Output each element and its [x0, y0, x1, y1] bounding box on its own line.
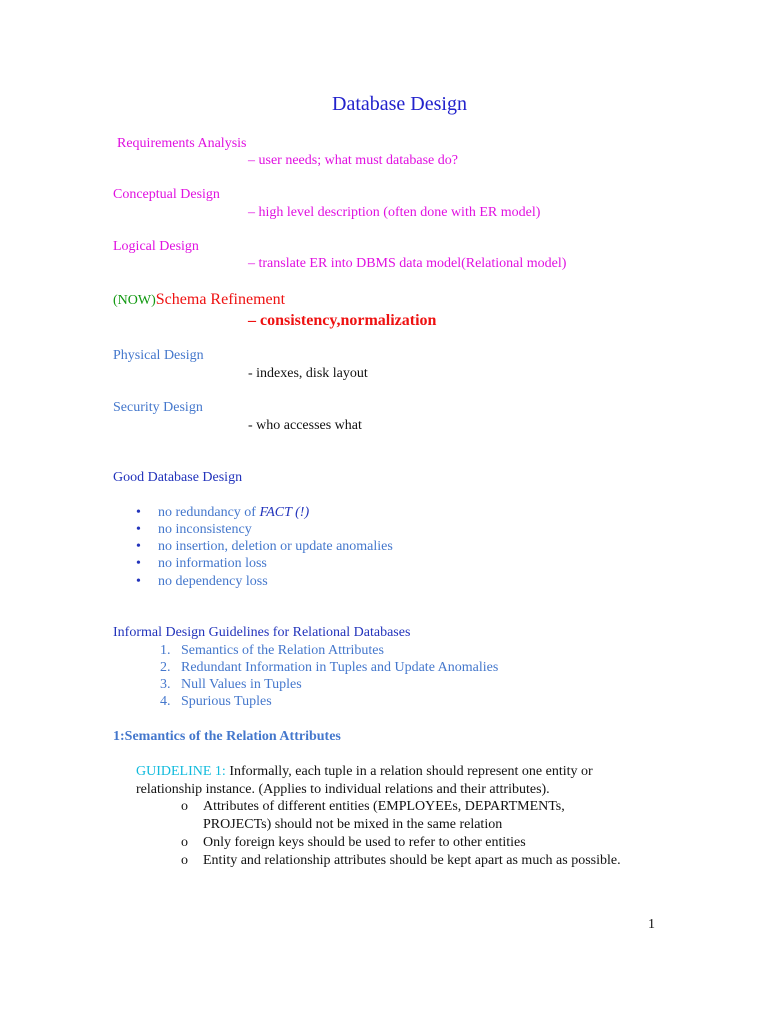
guideline-item: Redundant Information in Tuples and Update Anomalies: [181, 660, 499, 675]
bullet-icon: •: [136, 522, 141, 537]
sub-bullet-marker: o: [181, 853, 188, 868]
guideline-item: Null Values in Tuples: [181, 677, 302, 692]
guideline1-label: GUIDELINE 1:: [136, 764, 226, 779]
guideline-item: Semantics of the Relation Attributes: [181, 643, 384, 658]
page-title: Database Design: [332, 93, 467, 115]
sub-bullet-marker: o: [181, 835, 188, 850]
schema-refinement-label: Schema Refinement: [155, 291, 286, 308]
guideline1-text: Informally, each tuple in a relation should represent one entity or: [225, 764, 593, 779]
sub-bullet-marker: o: [181, 799, 188, 814]
bullet-icon: •: [136, 505, 141, 520]
requirements-analysis-label: Requirements Analysis: [117, 136, 247, 151]
guideline-number: 2.: [160, 660, 171, 675]
good-design-item: no insertion, deletion or update anomalies: [158, 539, 393, 554]
conceptual-design-label: Conceptual Design: [113, 187, 220, 202]
security-design-label: Security Design: [113, 400, 203, 415]
guideline-number: 3.: [160, 677, 171, 692]
now-marker: (NOW): [113, 293, 156, 308]
bullet-icon: •: [136, 574, 141, 589]
guidelines-heading: Informal Design Guidelines for Relational Databases: [113, 625, 411, 640]
fact-emphasis: FACT (!): [259, 505, 310, 520]
sub-bullet-item: Only foreign keys should be used to refer to other entities: [203, 835, 526, 850]
sub-bullet-item-cont: PROJECTs) should not be mixed in the same relation: [203, 817, 503, 832]
good-design-heading: Good Database Design: [113, 470, 243, 485]
physical-design-detail: - indexes, disk layout: [248, 366, 368, 381]
section1-heading: 1:Semantics of the Relation Attributes: [113, 729, 341, 744]
guideline-number: 4.: [160, 694, 171, 709]
guideline-item: Spurious Tuples: [181, 694, 272, 709]
security-design-detail: - who accesses what: [248, 418, 362, 433]
sub-bullet-item: Attributes of different entities (EMPLOYEEs, DEPARTMENTs,: [203, 799, 565, 814]
logical-design-detail: – translate ER into DBMS data model(Relational model): [248, 256, 567, 271]
schema-refinement-line: [113, 292, 285, 308]
sub-bullet-item: Entity and relationship attributes should be kept apart as much as possible.: [203, 853, 621, 868]
good-design-item: no inconsistency: [158, 522, 252, 537]
good-design-item: no dependency loss: [158, 574, 268, 589]
physical-design-label: Physical Design: [113, 348, 204, 363]
good-design-item-text: no redundancy of: [158, 505, 260, 520]
guideline-number: 1.: [160, 643, 171, 658]
guideline1-line2: relationship instance. (Applies to individual relations and their attributes).: [136, 782, 550, 797]
logical-design-label: Logical Design: [113, 239, 199, 254]
page-number: 1: [648, 917, 655, 932]
requirements-analysis-detail: – user needs; what must database do?: [248, 153, 458, 168]
good-design-item: [158, 506, 309, 520]
schema-refinement-detail: – consistency,normalization: [248, 312, 437, 329]
good-design-item: no information loss: [158, 556, 267, 571]
bullet-icon: •: [136, 556, 141, 571]
conceptual-design-detail: – high level description (often done with ER model): [248, 205, 541, 220]
guideline1-line1: [136, 765, 593, 779]
bullet-icon: •: [136, 539, 141, 554]
